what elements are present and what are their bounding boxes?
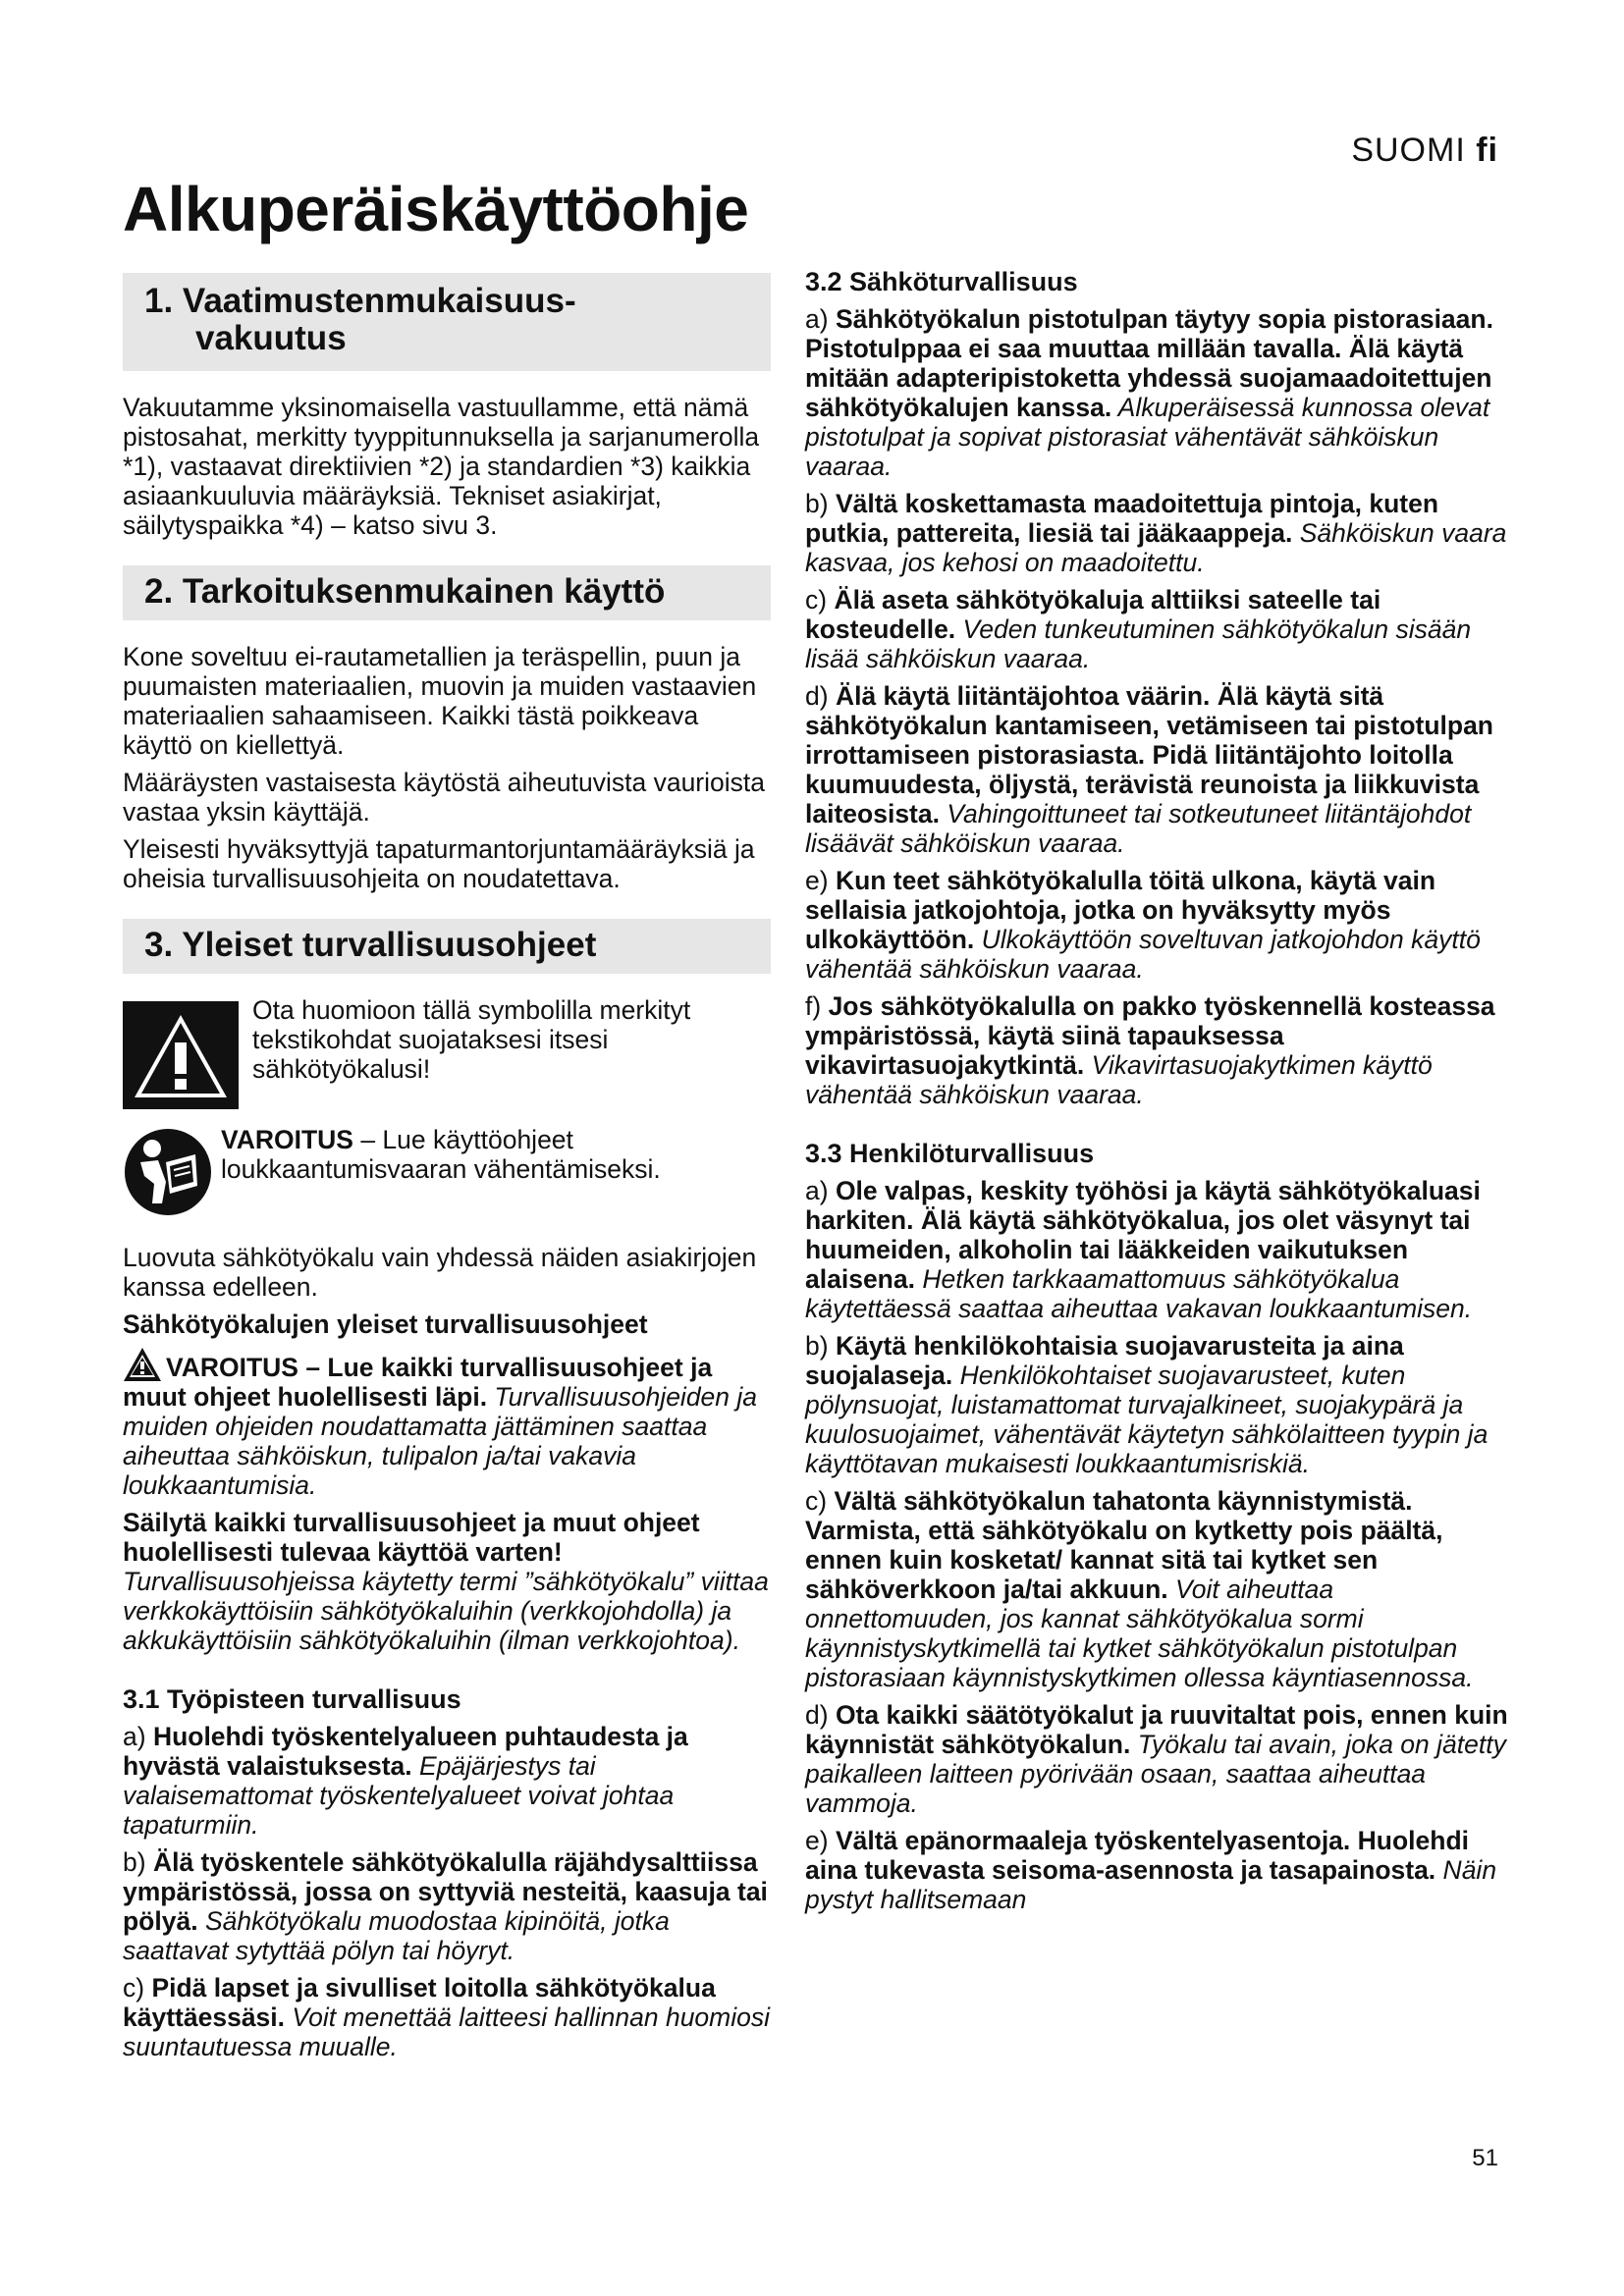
item-prefix: d) (805, 1700, 836, 1730)
section-3-2-item-b (805, 489, 1512, 577)
item-bold: Ole valpas, keskity työhösi ja käytä sähkötyökaluasi harkiten. Älä käytä sähkötyökalua, jos olet väsynyt tai huumeiden, alkoholin tai lääkkeiden vaikutuksen alaisena. (805, 1176, 1481, 1294)
item-bold: Jos sähkötyökalulla on pakko työskennellä kosteassa ympäristössä, käytä siinä tapauksessa vikavirtasuojakytkintä. (805, 991, 1495, 1080)
item-bold: Ota kaikki säätötyökalut ja ruuvitaltat pois, ennen kuin käynnistät sähkötyökalun. (805, 1700, 1508, 1759)
language-name: SUOMI (1351, 132, 1466, 169)
warning-triangle-icon (123, 1001, 239, 1109)
section-3-2-heading (805, 267, 1512, 296)
section-1-text: Vakuutamme yksinomaisella vastuullamme, että nämä pistosahat, merkitty tyyppitunnuksella ja sarjanumerolla *1), vastaavat direktiivien *2) ja standardien *3) kaikkia asiaankuuluvia määräyksiä. Tekniset asiakirjat, säilytyspaikka *4) – katso sivu 3. (123, 393, 760, 540)
read-all-warning-bold: VAROITUS – Lue kaikki turvallisuusohjeet ja muut ohjeet huolellisesti läpi. (123, 1353, 713, 1412)
keep-instructions (123, 1508, 771, 1655)
left-column (123, 273, 771, 2069)
read-manual-text: – Lue käyttöohjeet loukkaantumisvaaran vähentämiseksi. (221, 1125, 661, 1184)
item-bold: Käytä henkilökohtaisia suojavarusteita ja aina suojalaseja. (805, 1331, 1404, 1390)
item-prefix: c) (123, 1973, 152, 2002)
item-prefix: b) (805, 1331, 836, 1361)
right-column (805, 267, 1512, 1922)
section-3-2-item-f (805, 991, 1512, 1109)
section-3-2-item-d (805, 681, 1512, 858)
item-italic: Ulkokäyttöön soveltuvan jatkojohdon käyttö vähentää sähköiskun vaaraa. (805, 925, 1481, 984)
section-3-3-heading (805, 1139, 1512, 1168)
item-italic: Näin pystyt hallitsemaan (805, 1855, 1497, 1914)
item-italic: Veden tunkeutuminen sähkötyökalun sisään lisää sähköiskun vaaraa. (805, 614, 1472, 673)
item-italic: Alkuperäisessä kunnossa olevat pistotulpat ja sopivat pistorasiat vähentävät sähköiskun vaaraa. (805, 393, 1490, 481)
item-bold: Huolehdi työskentelyalueen puhtaudesta ja hyvästä valaistuksesta. (123, 1722, 688, 1781)
item-italic: Vahingoittuneet tai sotkeutuneet liitäntäjohdot lisäävät sähköiskun vaaraa. (805, 799, 1472, 858)
item-prefix: b) (805, 489, 836, 518)
section-3-3-item-b (805, 1331, 1512, 1478)
item-prefix: a) (123, 1722, 153, 1751)
section-3-1-item-c (123, 1973, 771, 2061)
item-prefix: a) (805, 1176, 836, 1205)
section-1-heading (123, 273, 771, 371)
section-3-3-item-d (805, 1700, 1512, 1818)
item-prefix: c) (805, 585, 835, 614)
section-3-1-item-b (123, 1847, 771, 1965)
section-2-paragraph-1: Kone soveltuu ei-rautametallien ja teräspellin, puun ja puumaisten materiaalien, muovin ja muiden vastaavien materiaalien sahaamiseen. Kaikki tästä poikkeava käyttö on kiellettyä. (123, 642, 757, 760)
handover-text: Luovuta sähkötyökalu vain yhdessä näiden asiakirjojen kanssa edelleen. (123, 1243, 757, 1302)
item-prefix: d) (805, 681, 836, 711)
section-1-heading-line1: 1. Vaatimustenmukaisuus- (144, 282, 576, 320)
item-bold: Pidä lapset ja sivulliset loitolla sähkötyökalua käyttäessäsi. (123, 1973, 716, 2032)
item-italic: Epäjärjestys tai valaisemattomat työskentelyalueet voivat johtaa tapaturmiin. (123, 1751, 675, 1840)
read-all-warning (123, 1347, 771, 1500)
read-manual-warning-word: VAROITUS (221, 1125, 353, 1154)
item-bold: Vältä epänormaaleja työskentelyasentoja. Huolehdi aina tukevasta seisoma-asennosta ja tasapainosta. (805, 1826, 1469, 1885)
section-3-2-heading-text: 3.2 Sähköturvallisuus (805, 267, 1078, 296)
warning-symbol-text: Ota huomioon tällä symbolilla merkityt tekstikohdat suojataksesi itsesi sähkötyökalusi! (252, 995, 691, 1084)
section-3-1-heading-text: 3.1 Työpisteen turvallisuus (123, 1684, 461, 1714)
item-italic: Hetken tarkkaamattomuus sähkötyökalua käytettäessä saattaa aiheuttaa vakavan loukkaantumisen. (805, 1264, 1473, 1323)
section-3-1-item-a (123, 1722, 771, 1840)
item-italic: Vikavirtasuojakytkimen käyttö vähentää sähköiskun vaaraa. (805, 1050, 1433, 1109)
keep-instructions-italic: Turvallisuusohjeissa käytetty termi ”sähkötyökalu” viittaa verkkokäyttöisiin sähkötyökaluihin (verkkojohdolla) ja akkukäyttöisiin sähkötyökaluihin (ilman verkkojohtoa). (123, 1567, 769, 1655)
item-prefix: a) (805, 304, 836, 334)
item-italic: Voit menettää laitteesi hallinnan huomiosi suuntautuessa muualle. (123, 2002, 771, 2061)
section-3-2-item-c (805, 585, 1512, 673)
general-safety-heading: Sähkötyökalujen yleiset turvallisuusohjeet (123, 1309, 648, 1339)
item-bold: Älä työskentele sähkötyökalulla räjähdysalttiissa ympäristössä, jossa on syttyviä nesteitä, kaasuja tai pölyä. (123, 1847, 768, 1936)
item-prefix: e) (805, 1826, 836, 1855)
section-3-3-item-a (805, 1176, 1512, 1323)
section-3-3-heading-text: 3.3 Henkilöturvallisuus (805, 1139, 1095, 1168)
read-manual-note (123, 1125, 771, 1217)
item-bold: Vältä koskettamasta maadoitettuja pintoja, kuten putkia, pattereita, liesiä tai jääkaappeja. (805, 489, 1439, 548)
keep-instructions-bold: Säilytä kaikki turvallisuusohjeet ja muut ohjeet huolellisesti tulevaa käyttöä varten! (123, 1508, 700, 1567)
warning-symbol-note (123, 995, 771, 1109)
item-italic: Sähköiskun vaara kasvaa, jos kehosi on maadoitettu. (805, 518, 1507, 577)
section-2-paragraph-3: Yleisesti hyväksyttyjä tapaturmantorjuntamääräyksiä ja oheisia turvallisuusohjeita on noudatettava. (123, 834, 755, 893)
section-3-3-item-e (805, 1826, 1512, 1914)
section-3-3-item-c (805, 1486, 1512, 1692)
section-2-heading: 2. Tarkoituksenmukainen käyttö (123, 565, 771, 620)
section-3-2-item-e (805, 866, 1512, 984)
item-bold: Älä käytä liitäntäjohtoa väärin. Älä käytä sitä sähkötyökalun kantamiseen, vetämiseen tai pistotulpan irrottamiseen pistorasiasta. Pidä liitäntäjohto loitolla kuumuudesta, öljystä, terävistä reunoista ja liikkuvista laiteosista. (805, 681, 1493, 828)
item-prefix: f) (805, 991, 829, 1021)
item-bold: Kun teet sähkötyökalulla töitä ulkona, käytä vain sellaisia jatkojohtoja, jotka on hyväksytty myös ulkokäyttöön. (805, 866, 1436, 954)
item-italic: Sähkötyökalu muodostaa kipinöitä, jotka saattavat sytyttää pölyn tai höyryt. (123, 1906, 670, 1965)
item-prefix: e) (805, 866, 836, 895)
item-prefix: c) (805, 1486, 835, 1516)
item-italic: Työkalu tai avain, joka on jätetty paikalleen laitteen pyörivään osaan, saattaa aiheuttaa vammoja. (805, 1730, 1506, 1818)
section-2-paragraph-2: Määräysten vastaisesta käytöstä aiheutuvista vaurioista vastaa yksin käyttäjä. (123, 768, 765, 827)
item-italic: Voit aiheuttaa onnettomuuden, jos kannat sähkötyökalua sormi käynnistyskytkimellä tai kytket sähkötyökalun pistotulpan pistorasiaan käynnistyskytkimen ollessa käyntiasennossa. (805, 1575, 1474, 1692)
page-title: Alkuperäiskäyttöohje (123, 174, 749, 244)
read-manual-icon (123, 1127, 213, 1217)
item-bold: Vältä sähkötyökalun tahatonta käynnistymistä. Varmista, että sähkötyökalu on kytketty pois päältä, ennen kuin kosketat/ kannat sitä tai kytket sen sähköverkkoon ja/tai akkuun. (805, 1486, 1443, 1604)
section-1-heading-line2: vakuutus (195, 319, 347, 357)
read-all-warning-italic: Turvallisuusohjeiden ja muiden ohjeiden noudattamatta jättäminen saattaa aiheuttaa sähköiskun, tulipalon ja/tai vakavia loukkaantumisia. (123, 1382, 758, 1500)
small-warning-icon (123, 1347, 162, 1382)
item-prefix: b) (123, 1847, 153, 1877)
section-3-2-item-a (805, 304, 1512, 481)
language-label (1351, 132, 1498, 170)
item-bold: Älä aseta sähkötyökaluja alttiiksi sateelle tai kosteudelle. (805, 585, 1381, 644)
page-number: 51 (1472, 2145, 1498, 2171)
item-italic: Henkilökohtaiset suojavarusteet, kuten pölynsuojat, luistamattomat turvajalkineet, suojakypärä ja kuulosuojaimet, vähentävät käytetyn sähkölaitteen tyypin ja käyttötavan mukaisesti loukkaantumisriskiä. (805, 1361, 1489, 1478)
item-bold: Sähkötyökalun pistotulpan täytyy sopia pistorasiaan. Pistotulppaa ei saa muuttaa millään tavalla. Älä käytä mitään adapteripistoketta yhdessä suojamaadoitettujen sähkötyökalujen kanssa. (805, 304, 1493, 422)
section-3-heading: 3. Yleiset turvallisuusohjeet (123, 919, 771, 974)
language-code: fi (1476, 132, 1498, 169)
section-3-1-heading (123, 1684, 771, 1714)
